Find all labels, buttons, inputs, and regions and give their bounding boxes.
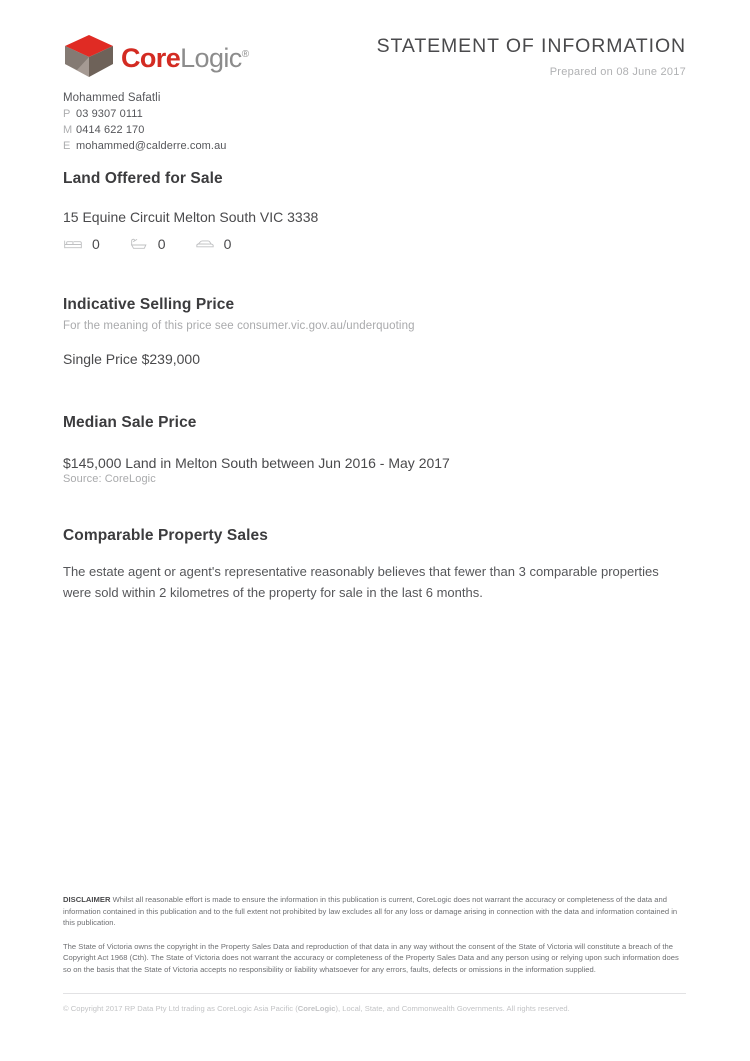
page-title: STATEMENT OF INFORMATION (376, 35, 686, 57)
mobile-key-label: M (63, 124, 73, 136)
section-comparable-property-sales (63, 527, 686, 603)
property-features (63, 236, 686, 252)
copyright-pre-text: © Copyright 2017 RP Data Pty Ltd trading as CoreLogic Asia Pacific ( (63, 1004, 298, 1013)
disclaimer-paragraph (63, 894, 686, 929)
corelogic-logo (63, 33, 363, 79)
corelogic-cube-icon (63, 33, 115, 79)
agent-phone-value: 03 9307 0111 (76, 108, 143, 120)
document-header (63, 33, 686, 153)
agent-email-value: mohammed@calderre.com.au (76, 140, 227, 152)
logo-logic-text: Logic (180, 42, 242, 73)
disclaimer-label: DISCLAIMER (63, 895, 111, 904)
section-land-offered-for-sale (63, 170, 686, 252)
median-price-value: $145,000 Land in Melton South between Jun 2016 - May 2017 (63, 454, 450, 471)
indicative-price-note: For the meaning of this price see consumer.vic.gov.au/underquoting (63, 320, 415, 333)
feature-bedrooms (63, 236, 100, 252)
bath-icon (129, 237, 149, 251)
indicative-price-value: Single Price $239,000 (63, 351, 200, 368)
title-block (377, 36, 686, 78)
agent-phone-line (63, 108, 363, 120)
corelogic-wordmark (121, 42, 249, 73)
copyright-brand: CoreLogic (297, 1004, 336, 1013)
car-icon (195, 237, 215, 251)
registered-trademark-icon: ® (241, 48, 249, 60)
footer-divider (63, 993, 686, 994)
indicative-price-heading: Indicative Selling Price (63, 295, 235, 313)
victoria-copyright-paragraph: The State of Victoria owns the copyright in the Property Sales Data and reproduction of that data in any way without the consent of the State of Victoria will constitute a breach of the Copyright Act 1968 (Cth). The State of Victoria does not warrant the accuracy or completeness of the Property Sales Data and any person using or relying upon such information does so on the basis that the State of Victoria accepts no responsibility or liability whatsoever for any errors, faults, defects or omissions in the information supplied. (63, 941, 679, 974)
agent-name: Mohammed Safatli (63, 92, 161, 104)
copyright-post-text: ), Local, State, and Commonwealth Governments. All rights reserved. (335, 1004, 570, 1013)
comparable-sales-heading: Comparable Property Sales (63, 526, 268, 544)
document-footer (63, 894, 686, 987)
logo-core-text: Core (121, 42, 181, 73)
median-price-heading: Median Sale Price (63, 414, 197, 432)
document-content (63, 170, 686, 603)
property-address: 15 Equine Circuit Melton South VIC 3338 (63, 208, 319, 225)
bathroom-count: 0 (157, 235, 166, 252)
carspace-count: 0 (223, 235, 232, 252)
brand-block (63, 33, 363, 152)
email-key-label: E (63, 140, 71, 152)
feature-bathrooms (129, 236, 166, 252)
section-median-sale-price (63, 414, 686, 485)
agent-email-line (63, 140, 363, 152)
bedroom-count: 0 (92, 235, 100, 252)
phone-key-label: P (63, 108, 71, 120)
section-indicative-selling-price (63, 296, 686, 368)
median-price-source: Source: CoreLogic (63, 472, 156, 485)
copyright-line (63, 1004, 686, 1013)
feature-carspaces (195, 236, 232, 252)
comparable-sales-body: The estate agent or agent's representative reasonably believes that fewer than 3 comparable properties were sold within 2 kilometres of the property for sale in the last 6 months. (63, 564, 659, 600)
prepared-on-date: Prepared on 08 June 2017 (549, 66, 686, 79)
land-offered-heading: Land Offered for Sale (63, 170, 223, 187)
disclaimer-text: Whilst all reasonable effort is made to ensure the information in this publication is current, CoreLogic does not warrant the accuracy or completeness of the data and information contained in this publication and to the full extent not prohibited by law excludes all for any loss or damage arising in connection with the data and information contained in this publication. (63, 895, 678, 928)
bed-icon (63, 237, 83, 251)
agent-mobile-line (63, 124, 363, 136)
agent-mobile-value: 0414 622 170 (76, 124, 145, 136)
